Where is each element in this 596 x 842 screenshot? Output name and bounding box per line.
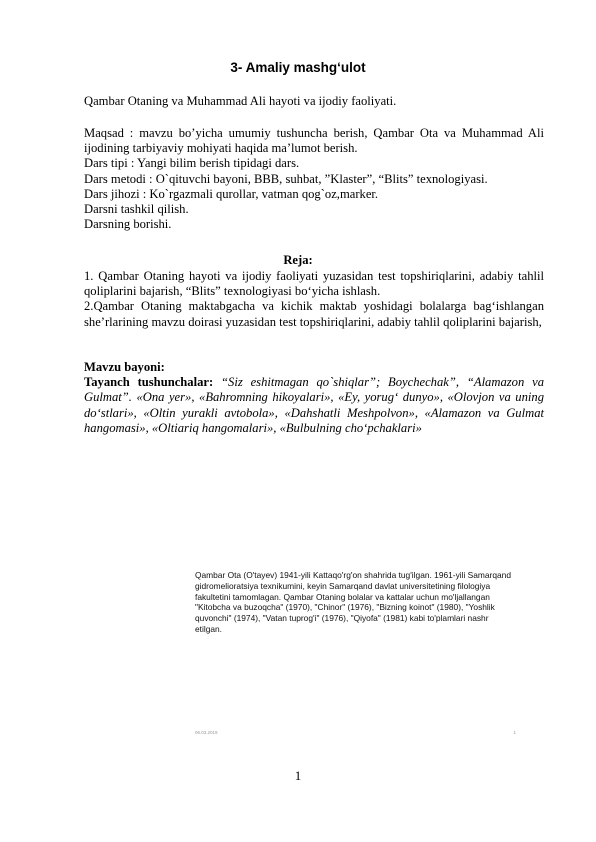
- reja-heading: Reja:: [283, 253, 313, 267]
- slide-date: 06.03.2019: [195, 730, 218, 735]
- slide-text: Qambar Ota (O'tayev) 1941-yili Kattaqo'rg'on shahrida tug'ilgan. 1961-yili Samarqand gidromelioratsiya texnikumini, keyin Samarqand davlat universitetining filologiya fakultetini tamomlagan. Qambar Otaning bolalar va kattalar uchun mo'ljallangan "Kitobcha va buzoqcha" (1970), "Chinor" (1976), "Bizning koinot" (1980), "Yoshlik quvonchi" (1974), "Vatan tuprog'i" (1976), "Qiyofa" (1981) kabi to'plamlari nashr etilgan.: [195, 570, 511, 634]
- maqsad-text: Maqsad : mavzu bo’yicha umumiy tushuncha berish, Qambar Ota va Muhammad Ali ijodining tarbiyaviy mohiyati haqida ma’lumot berish.: [84, 126, 544, 156]
- page-title: 3- Amaliy mashg‘ulot: [230, 60, 366, 75]
- darsni-tashkil-text: Darsni tashkil qilish.: [84, 202, 189, 217]
- lesson-subtitle: Qambar Otaning va Muhammad Ali hayoti va ijodiy faoliyati.: [84, 94, 397, 108]
- mavzu-heading: Mavzu bayoni:: [84, 360, 165, 374]
- dars-metodi-text: Dars metodi : O`qituvchi bayoni, BBB, suhbat, ”Klaster”, “Blits” texnologiyasi.: [84, 171, 488, 186]
- dars-tipi-text: Dars tipi : Yangi bilim berish tipidagi dars.: [84, 156, 300, 171]
- mavzu-section: [84, 360, 544, 436]
- lesson-intro: [84, 126, 544, 232]
- tayanch-paragraph: [84, 375, 544, 436]
- reja-item-2: 2.Qambar Otaning maktabgacha va kichik maktab yoshidagi bolalarga bag‘ishlangan she’rlarining mavzu doirasi yuzasidan test topshiriqlarini, adabiy tahlil qoliplarini bajarish,: [84, 299, 544, 329]
- tayanch-text: “Siz eshitmagan qo`shiqlar”; Boychechak”, “Alamazon va Gulmat”. «Ona yer», «Bahromning hikoyalari», «Ey, yorug‘ dunyo», «Olovjon va uning do‘stlari», «Oltin yurakli avtobola», «Dahshatli Meshpolvon», «Alamazon va Gulmat hangomasi», «Oltiariq hangomalari», «Bulbulning cho‘pchaklari»: [84, 375, 544, 435]
- page-number: 1: [294, 768, 302, 783]
- darsning-borishi-text: Darsning borishi.: [84, 217, 172, 232]
- slide-number: 1: [513, 730, 516, 735]
- dars-jihozi-text: Dars jihozi : Ko`rgazmali qurollar, vatman qog`oz,marker.: [84, 186, 379, 201]
- tayanch-label: Tayanch tushunchalar:: [84, 375, 214, 390]
- embedded-slide: [178, 570, 528, 750]
- reja-item-1: 1. Qambar Otaning hayoti va ijodiy faoliyati yuzasidan test topshiriqlarini, adabiy tahlil qoliplarini bajarish, “Blits” texnologiyasi bo‘yicha ishlash.: [84, 269, 544, 299]
- reja-list: [84, 269, 544, 330]
